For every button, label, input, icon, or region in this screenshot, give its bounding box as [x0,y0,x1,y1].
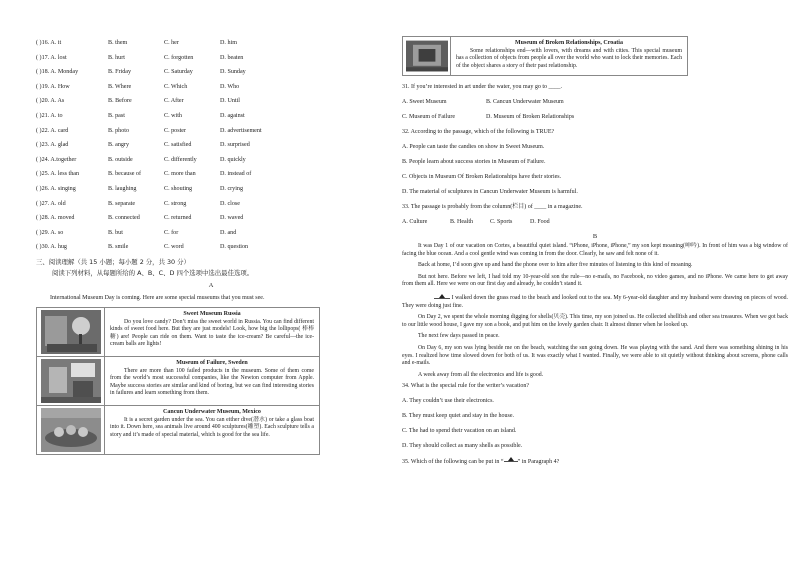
left-column [36,36,386,455]
option-c: C. returned [164,215,192,222]
question-number-option-a: ( )28. A. moved [36,215,75,222]
option-d: D. crying [220,185,244,192]
cloze-option-row [36,211,386,226]
option-d: D. close [220,200,240,207]
option-b: B. laughing [108,185,137,192]
option-d: D. Who [220,83,240,90]
option-d: D. him [220,40,237,46]
question-number-option-a: ( )17. A. lost [36,54,67,61]
passage-a-label: A [208,281,214,289]
option-c: C. shouting [164,185,193,192]
cloze-option-row [36,109,386,124]
question-number-option-a: ( )22. A. card [36,127,69,134]
cloze-options [36,36,386,255]
museum-title: Museum of Broken Relationships, Croatia [515,40,623,46]
museum-row [36,406,320,455]
option-b: B. photo [108,127,129,134]
question-number-option-a: ( )23. A. glad [36,142,69,149]
option-c: C. satisfied [164,142,192,149]
option-c: C. Objects in Museum Of Broken Relationships have their stories. [402,174,562,180]
option-d: D. Sunday [220,69,246,76]
cloze-option-row [36,167,386,182]
question-34: 34. What is the special rule for the writer’s vacation? [402,383,530,390]
cloze-option-row [36,182,386,197]
option-c: C. word [164,244,184,251]
passage-b-paragraph: On Day 2, we spent the whole morning digging for shells(贝壳). This time, my son joined us. He collected shellfish and other sea treasures. When we got back to our little wood house, I gave my son a book, and put him on the lovely garden chair. It almost dinner when he looked up. [402,314,788,328]
option-d: D. advertisement [220,127,262,134]
cloze-option-row [36,138,386,153]
option-c: C. for [164,229,179,236]
option-d: D. Until [220,98,240,105]
option-a: A. Culture [402,219,428,225]
blank-triangle-icon [504,454,518,469]
failure-museum-photo [37,357,105,405]
passage-b-paragraph: Back at home, I’d soon give up and hand the phone over to him after five minutes of listening to this kind of moaning. [418,262,693,269]
option-b: B. separate [108,200,136,207]
option-c: C. her [164,40,179,46]
question-31-options-ab [402,95,788,110]
question-number-option-a: ( )20. A. As [36,98,65,105]
cloze-option-row [36,65,386,80]
question-number-option-a: ( )29. A. so [36,229,64,236]
option-b: B. smile [108,244,129,251]
cloze-option-row [36,80,386,95]
museum-title: Sweet Museum Russia [183,310,241,317]
right-column [402,36,788,470]
option-d: D. Food [530,219,550,225]
option-c: C. forgotten [164,54,194,61]
cloze-option-row [36,36,386,51]
option-a: A. Sweet Museum [402,99,447,105]
underwater-museum-photo [37,406,105,454]
option-b: B. hurt [108,54,125,61]
museum-description: Some relationships end—with lovers, with dreams and with cities. This special museum has a collection of objects from people all over the world who want to lock their memories. Each of the object shares a story of their past relationship. [456,48,682,69]
option-b: B. Cancun Underwater Museum [486,99,564,105]
cloze-option-row [36,153,386,168]
option-c: C. poster [164,127,187,134]
question-number-option-a: ( )27. A. old [36,200,66,207]
question-33-options [402,215,788,230]
option-c: C. strong [164,200,187,207]
question-31-options-cd [402,110,788,125]
option-c: C. differently [164,156,197,163]
question-number-option-a: ( )24. A.together [36,156,77,163]
passage-b-paragraph: It was Day 1 of our vacation on Cortes, a beautiful quiet island. “iPhone, iPhone, iPhone,” my son kept moaning(呻吟). In front of him was a big window of facing the blue ocean. And a cool gentle wind was coming in from the door. Clearly, he saw and felt none of it. [402,243,788,257]
option-b: B. People learn about success stories in Museum of Failure. [402,159,546,165]
museum-description: There are more than 100 failed products in the museum. Some of them come from the world’s most successful companies, like the Newton computer from Apple. Maybe success stories are similar and kind of boring, but we can find interesting stories in failures and learn something from them. [110,367,314,397]
museum-description: It is a secret garden under the sea. You can either dive(潜水) or take a glass boat into it. Down here, sea animals live around 400 sculptures(雕塑). Each sculpture tells a story and it’s made of special material, which is good for the sea life. [110,416,314,438]
passage-a-intro: International Museum Day is coming. Here are some special museums that you must see. [50,294,265,301]
option-b: B. They must keep quiet and stay in the house. [402,413,515,420]
passage-b-paragraph [402,293,788,310]
option-b: B. Friday [108,69,132,76]
option-d: D. surprised [220,142,250,149]
option-d: D. beaten [220,54,244,61]
passage-b-paragraph: On Day 6, my son was lying beside me on the beach, watching the sun going down. He was playing with the sand. And there was something shining in his eyes. I realized how time slowed down for both of us. It was exactly what I wanted. Finally, we were able to sit quietly without thinking about screens, phone calls and e-mails. [402,345,788,367]
museum-row [36,357,320,406]
cloze-option-row [36,124,386,139]
option-d: D. waved [220,215,244,222]
question-number-option-a: ( )19. A. How [36,83,70,90]
question-35-stem-end: ” in Paragraph 4? [517,459,560,466]
option-b: B. because of [108,171,141,178]
option-b: B. Where [108,83,132,90]
option-c: C. The had to spend their vacation on an island. [402,428,517,435]
blank-triangle-icon [418,293,450,303]
passage-b-paragraph: A week away from all the electronics and life is good. [418,371,544,378]
option-d: D. question [220,244,249,251]
question-32: 32. According to the passage, which of the following is TRUE? [402,129,555,135]
option-d: D. They should collect as many shells as possible. [402,443,523,450]
option-b: B. angry [108,142,129,149]
option-d: D. and [220,229,237,236]
question-35 [402,454,788,470]
option-c: C. Saturday [164,69,193,76]
broken-relationships-photo [403,37,451,75]
option-a: A. They couldn’t use their electronics. [402,398,494,405]
cloze-option-row [36,197,386,212]
question-number-option-a: ( )21. A. to [36,112,63,119]
question-number-option-a: ( )18. A. Monday [36,69,79,76]
question-number-option-a: ( )25. A. less than [36,171,79,178]
option-d: D. against [220,112,245,119]
question-number-option-a: ( )16. A. it [36,40,62,46]
option-d: D. instead of [220,171,252,178]
option-b: B. connected [108,215,140,222]
question-31: 31. If you’re interested in art under the water, you may go to ____. [402,84,563,90]
passage-b-paragraph: The next few days passed in peace. [418,333,500,340]
question-number-option-a: ( )30. A. hug [36,244,67,251]
option-b: B. them [108,40,128,46]
museum-description: Do you love candy? Don’t miss the sweet world in Russia. You can find different kinds of sweet food here. But they are just models! Look, how big the lollipops( 棒棒糖) are! People can ride on them. Want to taste the ice-cream? Be careful—the ice-cream balls are lights! [110,318,314,348]
option-c: C. with [164,112,182,119]
reading-instruction: 阅读下列材料，从每题所给的 A、B、C、D 四个选项中选出最佳选项。 [52,268,254,277]
cloze-option-row [36,94,386,109]
option-b: B. but [108,229,123,236]
option-c: C. more than [164,171,196,178]
museum-table [36,307,320,455]
cloze-option-row [36,240,386,255]
passage-b-label: B [592,233,598,240]
candy-museum-photo [37,308,105,356]
option-b: B. outside [108,156,133,163]
option-c: C. Which [164,83,188,90]
section-three-heading: 三、阅读理解（共 15 小题；每小题 2 分，共 30 分） [36,257,190,266]
option-c: C. Museum of Failure [402,114,455,120]
paragraph-text: I walked down the grass road to the beach and looked out to the sea. My 6-year-old daughter and my husband were drawing on pieces of wood. They were doing just fine. [402,295,788,309]
museum-title: Museum of Failure, Sweden [176,359,248,366]
museum-row [402,36,688,76]
museum-row [36,307,320,357]
cloze-option-row [36,51,386,66]
option-b: B. past [108,112,125,119]
question-number-option-a: ( )26. A. singing [36,185,76,192]
option-c: C. After [164,98,184,105]
option-a: A. People can taste the candies on show in Sweet Museum. [402,144,545,150]
passage-b-paragraph: But not here. Before we left, I had told my 10-year-old son the rule—no e-mails, no Facebook, no video games, and no iPhone. We came here to get away from them all. Here we were on our first day and already, he couldn’t stand it. [402,273,788,288]
museum-title: Cancun Underwater Museum, Mexico [163,408,261,415]
option-d: D. quickly [220,156,246,163]
option-c: C. Sports [490,219,513,225]
question-35-stem-start: 35. Which of the following can be put in “ [402,459,504,466]
cloze-option-row [36,226,386,241]
question-33: 33. The passage is probably from the column(栏目) of ____ in a magazine. [402,204,583,210]
option-b: B. Health [450,219,473,225]
option-b: B. Before [108,98,132,105]
option-d: D. Museum of Broken Relationships [486,114,575,120]
option-d: D. The material of sculptures in Cancun Underwater Museum is harmful. [402,189,578,195]
